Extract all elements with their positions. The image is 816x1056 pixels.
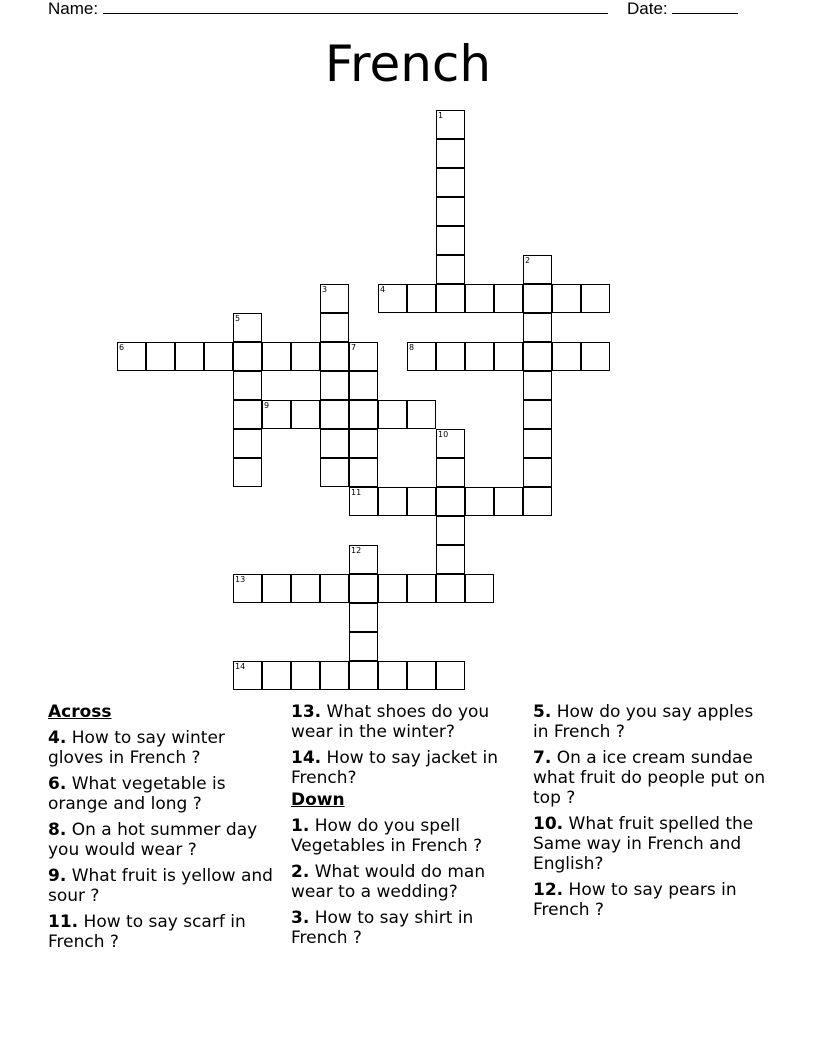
grid-cell[interactable]	[349, 400, 378, 429]
clue-number: 9	[264, 401, 270, 410]
grid-cell[interactable]	[233, 313, 262, 342]
clue-down-5: 5. How do you say apples in French ?	[533, 702, 754, 742]
grid-cell[interactable]	[465, 487, 494, 516]
grid-cell[interactable]	[349, 632, 378, 661]
grid-cell[interactable]	[523, 255, 552, 284]
grid-cell[interactable]	[494, 284, 523, 313]
grid-cell[interactable]	[407, 487, 436, 516]
grid-cell[interactable]	[407, 284, 436, 313]
grid-cell[interactable]	[320, 661, 349, 690]
grid-cell[interactable]	[349, 342, 378, 371]
grid-cell[interactable]	[378, 661, 407, 690]
grid-cell[interactable]	[349, 574, 378, 603]
grid-cell[interactable]	[233, 371, 262, 400]
grid-cell[interactable]	[523, 371, 552, 400]
clue-number: 8	[409, 343, 415, 352]
grid-cell[interactable]	[233, 342, 262, 371]
clue-number: 3	[322, 285, 328, 294]
grid-cell[interactable]	[436, 545, 465, 574]
grid-cell[interactable]	[465, 574, 494, 603]
grid-cell[interactable]	[378, 574, 407, 603]
grid-cell[interactable]	[523, 342, 552, 371]
grid-cell[interactable]	[436, 139, 465, 168]
clue-number: 2	[525, 256, 531, 265]
clue-column-3	[533, 702, 768, 926]
down-heading: Down	[291, 790, 345, 810]
grid-cell[interactable]	[175, 342, 204, 371]
date-label: Date:	[627, 0, 668, 18]
grid-cell[interactable]	[523, 458, 552, 487]
clue-down-3: 3. How to say shirt in French ?	[291, 908, 474, 948]
grid-cell[interactable]	[436, 458, 465, 487]
grid-cell[interactable]	[320, 458, 349, 487]
grid-cell[interactable]	[233, 574, 262, 603]
grid-cell[interactable]	[320, 574, 349, 603]
grid-cell[interactable]	[436, 342, 465, 371]
grid-cell[interactable]	[349, 371, 378, 400]
grid-cell[interactable]	[523, 284, 552, 313]
clue-across-11: 11. How to say scarf in French ?	[48, 912, 246, 952]
clue-number: 1	[438, 111, 444, 120]
clue-down-7: 7. On a ice cream sundae what fruit do people put on top ?	[533, 748, 766, 808]
grid-cell[interactable]	[407, 400, 436, 429]
grid-cell[interactable]	[262, 400, 291, 429]
grid-cell[interactable]	[378, 284, 407, 313]
grid-cell[interactable]	[436, 574, 465, 603]
grid-cell[interactable]	[523, 429, 552, 458]
grid-cell[interactable]	[320, 284, 349, 313]
grid-cell[interactable]	[436, 429, 465, 458]
clue-number: 13	[235, 575, 246, 584]
grid-cell[interactable]	[581, 284, 610, 313]
grid-cell[interactable]	[378, 400, 407, 429]
puzzle-title: French	[324, 35, 492, 93]
clue-number: 6	[119, 343, 125, 352]
clue-number: 12	[351, 546, 362, 555]
grid-cell[interactable]	[552, 342, 581, 371]
grid-cell[interactable]	[233, 458, 262, 487]
clue-down-1: 1. How do you spell Vegetables in French ?	[291, 816, 483, 856]
clue-number: 5	[235, 314, 241, 323]
grid-cell[interactable]	[320, 400, 349, 429]
grid-cell[interactable]	[407, 342, 436, 371]
grid-cell[interactable]	[349, 603, 378, 632]
grid-cell[interactable]	[291, 400, 320, 429]
grid-cell[interactable]	[320, 342, 349, 371]
grid-cell[interactable]	[465, 342, 494, 371]
clue-down-12: 12. How to say pears in French ?	[533, 880, 737, 920]
grid-cell[interactable]	[523, 313, 552, 342]
grid-cell[interactable]	[291, 574, 320, 603]
grid-cell[interactable]	[523, 487, 552, 516]
clue-across-13: 13. What shoes do you wear in the winter?	[291, 702, 490, 742]
clue-column-1	[48, 702, 280, 958]
grid-cell[interactable]	[349, 545, 378, 574]
across-heading: Across	[48, 702, 112, 722]
clue-across-8: 8. On a hot summer day you would wear ?	[48, 820, 258, 860]
grid-cell[interactable]	[436, 487, 465, 516]
grid-cell[interactable]	[436, 168, 465, 197]
grid-cell[interactable]	[436, 661, 465, 690]
grid-cell[interactable]	[233, 400, 262, 429]
grid-cell[interactable]	[320, 371, 349, 400]
grid-cell[interactable]	[436, 255, 465, 284]
grid-cell[interactable]	[262, 574, 291, 603]
grid-cell[interactable]	[233, 661, 262, 690]
grid-cell[interactable]	[465, 284, 494, 313]
grid-cell[interactable]	[436, 110, 465, 139]
clue-number: 14	[235, 662, 246, 671]
grid-cell[interactable]	[349, 429, 378, 458]
grid-cell[interactable]	[349, 487, 378, 516]
grid-cell[interactable]	[407, 661, 436, 690]
grid-cell[interactable]	[494, 487, 523, 516]
grid-cell[interactable]	[233, 429, 262, 458]
grid-cell[interactable]	[320, 313, 349, 342]
grid-cell[interactable]	[204, 342, 233, 371]
clue-down-2: 2. What would do man wear to a wedding?	[291, 862, 486, 902]
clue-number: 7	[351, 343, 357, 352]
grid-cell[interactable]	[349, 661, 378, 690]
grid-cell[interactable]	[523, 400, 552, 429]
grid-cell[interactable]	[262, 342, 291, 371]
grid-cell[interactable]	[146, 342, 175, 371]
grid-cell[interactable]	[407, 574, 436, 603]
grid-cell[interactable]	[436, 226, 465, 255]
grid-cell[interactable]	[291, 661, 320, 690]
grid-cell[interactable]	[378, 487, 407, 516]
clue-across-14: 14. How to say jacket in French?	[291, 748, 498, 788]
grid-cell[interactable]	[349, 458, 378, 487]
grid-cell[interactable]	[494, 342, 523, 371]
grid-cell[interactable]	[552, 284, 581, 313]
grid-cell[interactable]	[436, 284, 465, 313]
grid-cell[interactable]	[262, 661, 291, 690]
clue-across-6: 6. What vegetable is orange and long ?	[48, 774, 226, 814]
grid-cell[interactable]	[436, 197, 465, 226]
grid-cell[interactable]	[291, 342, 320, 371]
clue-number: 4	[380, 285, 386, 294]
clue-across-9: 9. What fruit is yellow and sour ?	[48, 866, 273, 906]
grid-cell[interactable]	[581, 342, 610, 371]
clue-across-4: 4. How to say winter gloves in French ?	[48, 728, 225, 768]
clue-down-10: 10. What fruit spelled the Same way in French and English?	[533, 814, 754, 874]
grid-cell[interactable]	[436, 516, 465, 545]
grid-cell[interactable]	[117, 342, 146, 371]
grid-cell[interactable]	[320, 429, 349, 458]
clue-number: 11	[351, 488, 362, 497]
clue-column-2	[291, 702, 527, 954]
clue-number: 10	[438, 430, 449, 439]
name-label: Name:	[48, 0, 99, 18]
